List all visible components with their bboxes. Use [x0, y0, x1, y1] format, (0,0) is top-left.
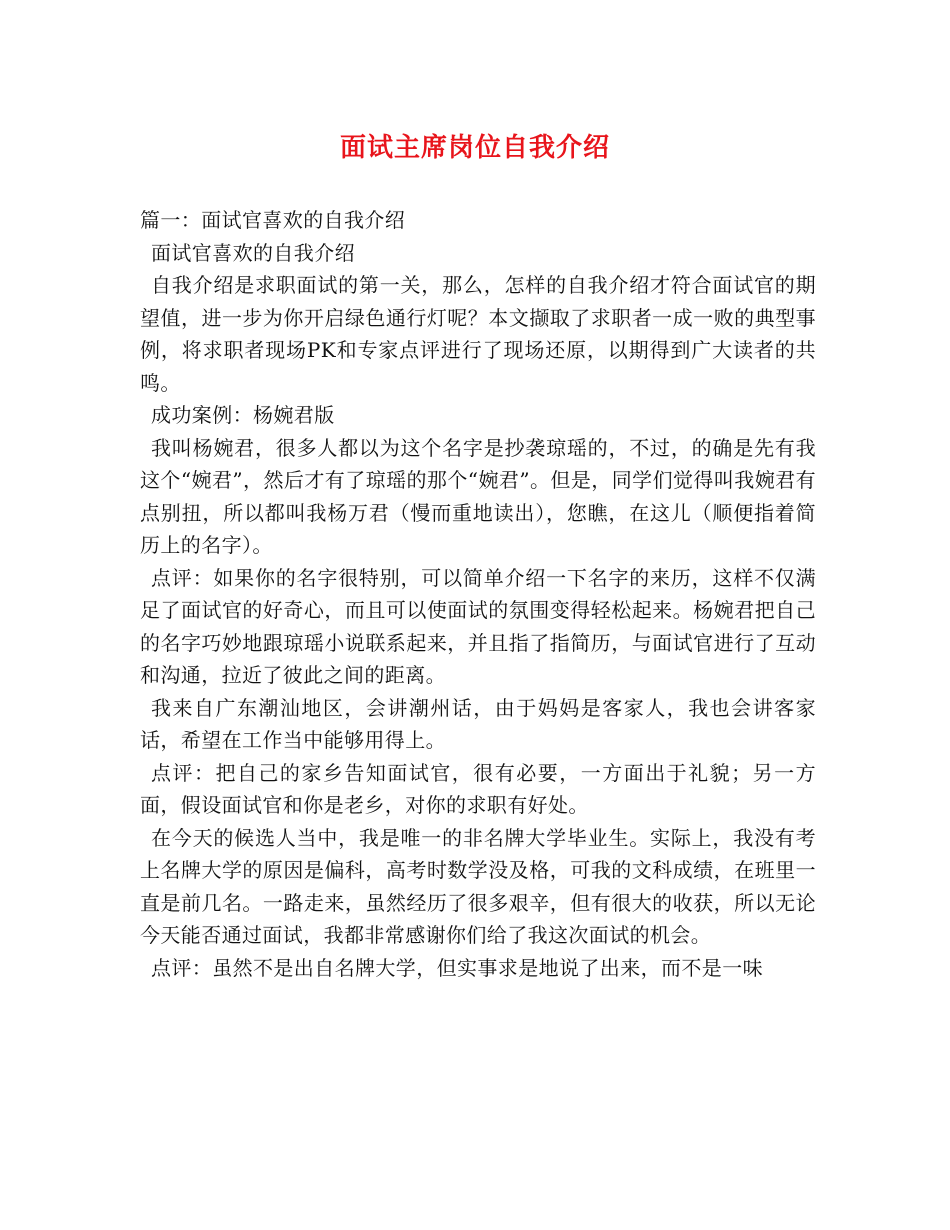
document-title: 面试主席岗位自我介绍: [339, 133, 610, 163]
body-paragraph: 自我介绍是求职面试的第一关，那么，怎样的自我介绍才符合面试官的期望值，进一步为你开启绿色通行灯呢？本文撷取了求职者一成一败的典型事例，将求职者现场PK和专家点评进行了现场还原，以期得到广大读者的共鸣。: [140, 273, 816, 395]
body-paragraph: 我叫杨婉君，很多人都以为这个名字是抄袭琼瑶的，不过，的确是先有我这个“婉君”，然后才有了琼瑶的那个“婉君”。但是，同学们觉得叫我婉君有点别扭，所以都叫我杨万君（慢而重地读出），您瞧，在这儿（顺便指着简历上的名字）。: [140, 435, 816, 557]
document-body: [140, 204, 816, 984]
body-paragraph: 点评：如果你的名字很特别，可以简单介绍一下名字的来历，这样不仅满足了面试官的好奇心，而且可以使面试的氛围变得轻松起来。杨婉君把自己的名字巧妙地跟琼瑶小说联系起来，并且指了指简历，与面试官进行了互动和沟通，拉近了彼此之间的距离。: [140, 565, 816, 687]
body-paragraph: 面试官喜欢的自我介绍: [151, 240, 355, 265]
body-paragraph: 我来自广东潮汕地区，会讲潮州话，由于妈妈是客家人，我也会讲客家话，希望在工作当中能够用得上。: [140, 695, 816, 752]
section-heading: 篇一：面试官喜欢的自我介绍: [140, 208, 406, 232]
body-paragraph: 在今天的候选人当中，我是唯一的非名牌大学毕业生。实际上，我没有考上名牌大学的原因是偏科，高考时数学没及格，可我的文科成绩，在班里一直是前几名。一路走来，虽然经历了很多艰辛，但有很大的收获，所以无论今天能否通过面试，我都非常感谢你们给了我这次面试的机会。: [140, 825, 816, 947]
body-paragraph: 点评：虽然不是出自名牌大学，但实事求是地说了出来，而不是一味: [151, 955, 763, 980]
body-paragraph: 点评：把自己的家乡告知面试官，很有必要，一方面出于礼貌；另一方面，假设面试官和你是老乡，对你的求职有好处。: [140, 760, 816, 817]
body-paragraph: 成功案例：杨婉君版: [151, 403, 335, 427]
